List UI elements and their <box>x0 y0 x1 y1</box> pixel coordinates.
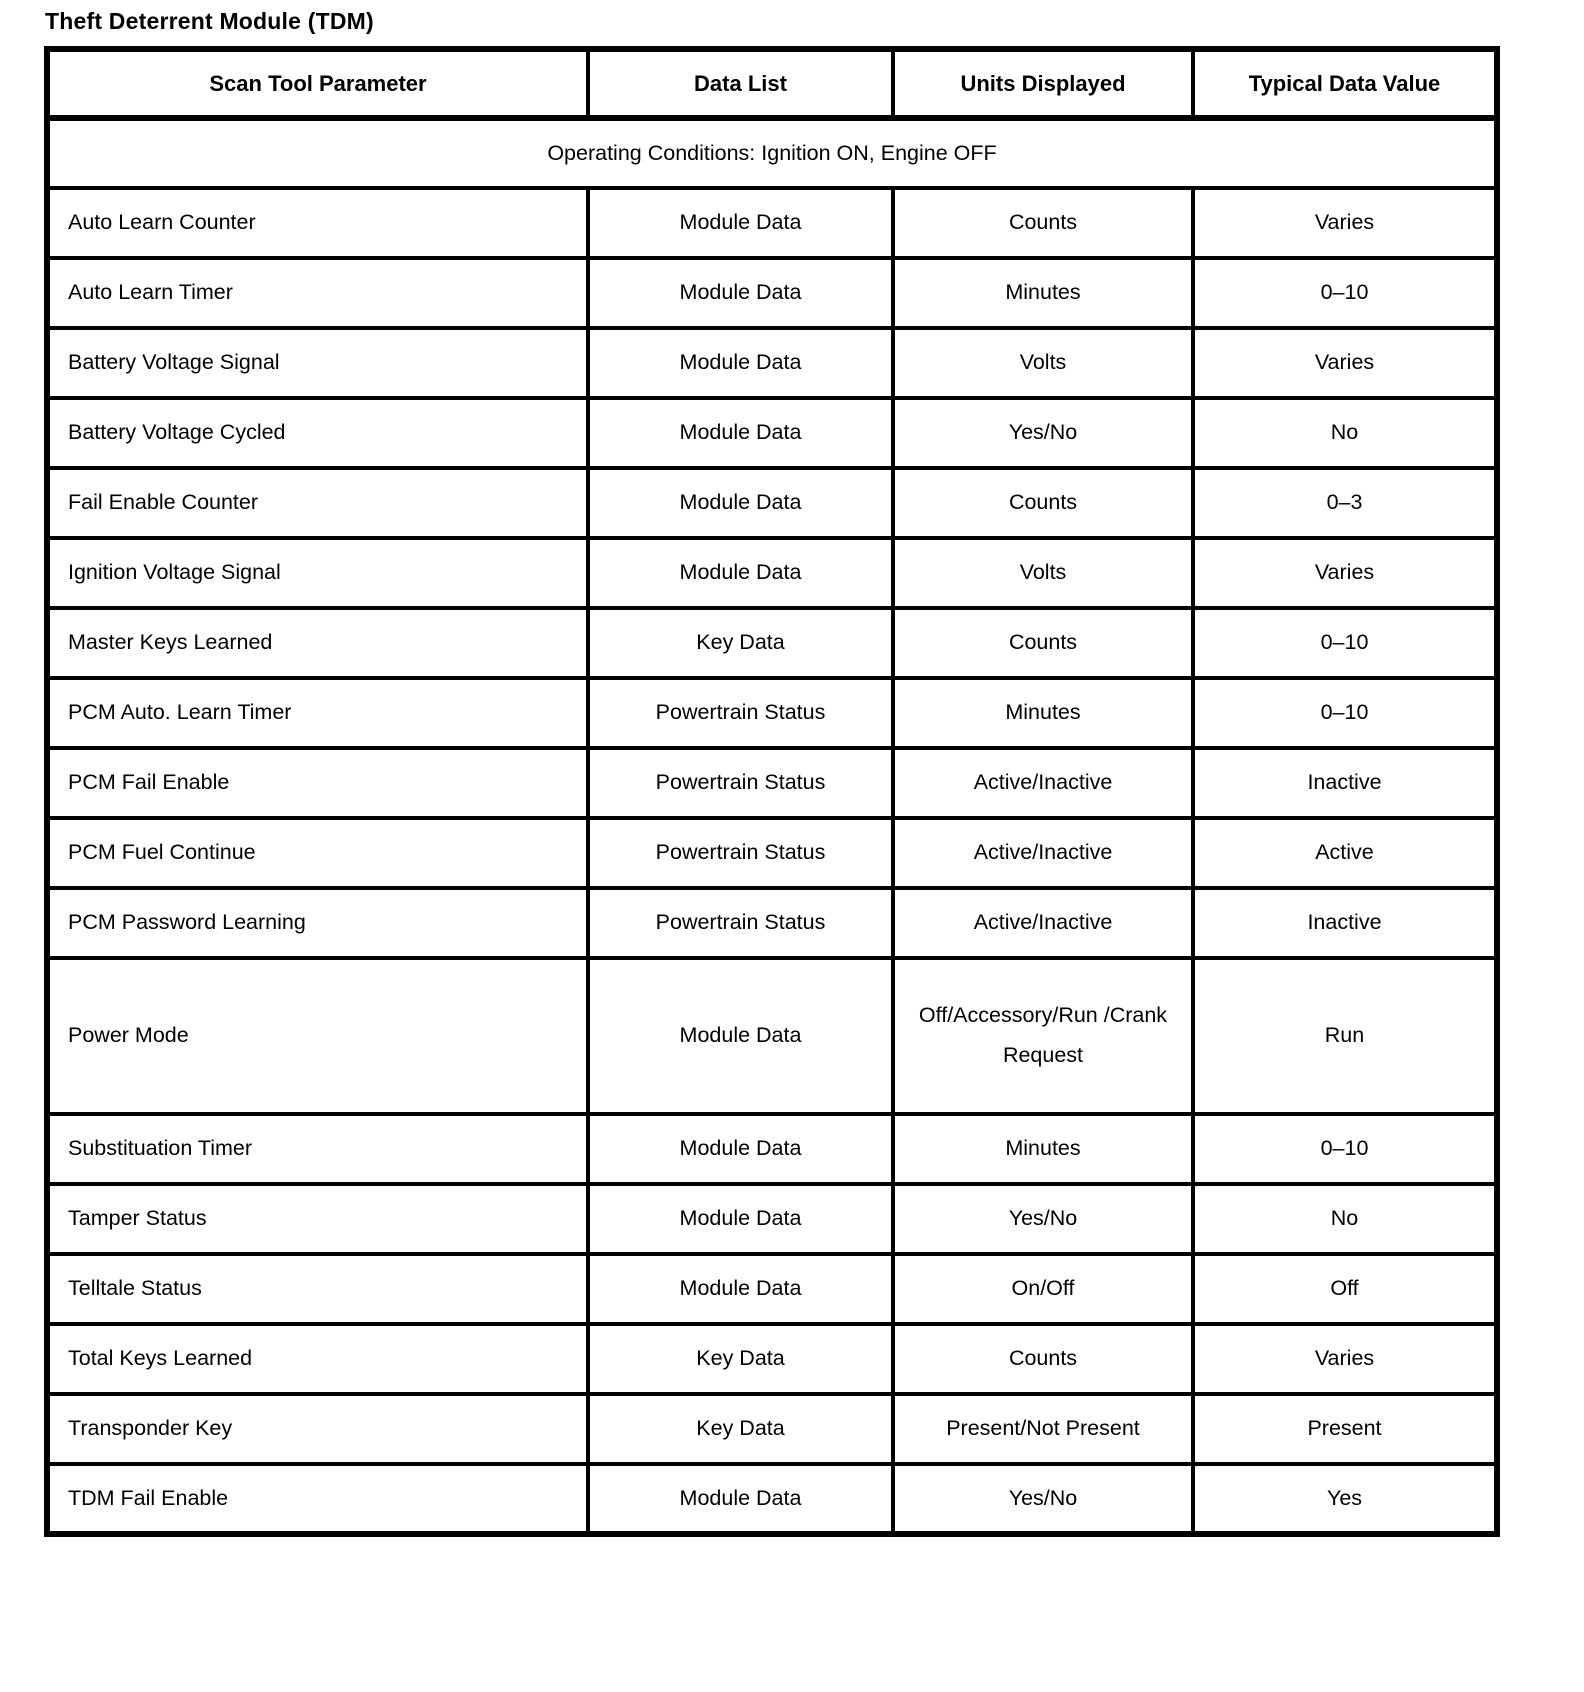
parameter-cell: Battery Voltage Signal <box>47 328 588 398</box>
typical-value-cell: No <box>1193 398 1497 468</box>
data-list-cell: Key Data <box>588 1394 893 1464</box>
column-header-scan-tool-parameter: Scan Tool Parameter <box>47 49 588 118</box>
table-row <box>47 748 1497 818</box>
data-list-cell: Key Data <box>588 608 893 678</box>
parameter-cell: Telltale Status <box>47 1254 588 1324</box>
column-header-data-list: Data List <box>588 49 893 118</box>
typical-value-cell: Varies <box>1193 328 1497 398</box>
typical-value-cell: 0–10 <box>1193 258 1497 328</box>
data-list-cell: Module Data <box>588 1184 893 1254</box>
data-list-cell: Module Data <box>588 958 893 1114</box>
data-list-cell: Module Data <box>588 1464 893 1534</box>
parameter-cell: Fail Enable Counter <box>47 468 588 538</box>
table-row <box>47 1324 1497 1394</box>
units-cell: Counts <box>893 188 1193 258</box>
table-row <box>47 258 1497 328</box>
data-list-cell: Module Data <box>588 328 893 398</box>
table-body <box>47 188 1497 1534</box>
table-row <box>47 1254 1497 1324</box>
units-cell: Active/Inactive <box>893 748 1193 818</box>
table-row <box>47 818 1497 888</box>
typical-value-cell: Varies <box>1193 538 1497 608</box>
table-row <box>47 1184 1497 1254</box>
table-row <box>47 398 1497 468</box>
parameter-cell: Total Keys Learned <box>47 1324 588 1394</box>
parameter-cell: Battery Voltage Cycled <box>47 398 588 468</box>
units-cell: Yes/No <box>893 398 1193 468</box>
table-header-row <box>47 49 1497 118</box>
typical-value-cell: Inactive <box>1193 888 1497 958</box>
table-row <box>47 328 1497 398</box>
column-header-typical-data-value: Typical Data Value <box>1193 49 1497 118</box>
data-list-cell: Module Data <box>588 398 893 468</box>
table-row <box>47 888 1497 958</box>
page-title: Theft Deterrent Module (TDM) <box>45 8 374 34</box>
data-list-cell: Key Data <box>588 1324 893 1394</box>
data-list-cell: Module Data <box>588 1114 893 1184</box>
typical-value-cell: Run <box>1193 958 1497 1114</box>
table-row <box>47 1394 1497 1464</box>
parameter-cell: Auto Learn Counter <box>47 188 588 258</box>
table-row <box>47 678 1497 748</box>
parameter-cell: PCM Fuel Continue <box>47 818 588 888</box>
data-list-cell: Module Data <box>588 188 893 258</box>
units-cell: Yes/No <box>893 1464 1193 1534</box>
parameter-cell: Ignition Voltage Signal <box>47 538 588 608</box>
units-cell: Off/Accessory/Run /Crank Request <box>893 958 1193 1114</box>
typical-value-cell: Active <box>1193 818 1497 888</box>
table-row <box>47 1464 1497 1534</box>
data-list-cell: Powertrain Status <box>588 748 893 818</box>
parameter-cell: Tamper Status <box>47 1184 588 1254</box>
parameter-cell: Master Keys Learned <box>47 608 588 678</box>
typical-value-cell: 0–10 <box>1193 608 1497 678</box>
typical-value-cell: 0–10 <box>1193 678 1497 748</box>
table-row <box>47 608 1497 678</box>
scan-tool-parameter-table <box>44 46 1500 1537</box>
units-cell: Counts <box>893 608 1193 678</box>
units-cell: Volts <box>893 538 1193 608</box>
units-cell: Present/Not Present <box>893 1394 1193 1464</box>
parameter-cell: Power Mode <box>47 958 588 1114</box>
typical-value-cell: Varies <box>1193 188 1497 258</box>
typical-value-cell: No <box>1193 1184 1497 1254</box>
parameter-cell: PCM Auto. Learn Timer <box>47 678 588 748</box>
parameter-cell: PCM Password Learning <box>47 888 588 958</box>
column-header-units-displayed: Units Displayed <box>893 49 1193 118</box>
typical-value-cell: Varies <box>1193 1324 1497 1394</box>
data-list-cell: Module Data <box>588 538 893 608</box>
table-row <box>47 1114 1497 1184</box>
typical-value-cell: Yes <box>1193 1464 1497 1534</box>
data-list-cell: Module Data <box>588 1254 893 1324</box>
units-cell: Volts <box>893 328 1193 398</box>
units-cell: Minutes <box>893 258 1193 328</box>
parameter-cell: TDM Fail Enable <box>47 1464 588 1534</box>
table-row <box>47 538 1497 608</box>
table-row <box>47 188 1497 258</box>
table-row <box>47 958 1497 1114</box>
typical-value-cell: Off <box>1193 1254 1497 1324</box>
parameter-cell: Transponder Key <box>47 1394 588 1464</box>
data-list-cell: Module Data <box>588 258 893 328</box>
units-cell: Active/Inactive <box>893 888 1193 958</box>
parameter-cell: Substituation Timer <box>47 1114 588 1184</box>
units-cell: Counts <box>893 468 1193 538</box>
parameter-cell: Auto Learn Timer <box>47 258 588 328</box>
data-list-cell: Powertrain Status <box>588 888 893 958</box>
operating-conditions-label: Operating Conditions: Ignition ON, Engine OFF <box>47 118 1497 188</box>
parameter-cell: PCM Fail Enable <box>47 748 588 818</box>
data-list-cell: Powertrain Status <box>588 678 893 748</box>
typical-value-cell: 0–3 <box>1193 468 1497 538</box>
typical-value-cell: 0–10 <box>1193 1114 1497 1184</box>
units-cell: Counts <box>893 1324 1193 1394</box>
units-cell: Minutes <box>893 678 1193 748</box>
units-cell: Active/Inactive <box>893 818 1193 888</box>
table-row <box>47 468 1497 538</box>
operating-conditions-row <box>47 118 1497 188</box>
data-list-cell: Powertrain Status <box>588 818 893 888</box>
typical-value-cell: Present <box>1193 1394 1497 1464</box>
data-list-cell: Module Data <box>588 468 893 538</box>
units-cell: Minutes <box>893 1114 1193 1184</box>
typical-value-cell: Inactive <box>1193 748 1497 818</box>
units-cell: Yes/No <box>893 1184 1193 1254</box>
units-cell: On/Off <box>893 1254 1193 1324</box>
